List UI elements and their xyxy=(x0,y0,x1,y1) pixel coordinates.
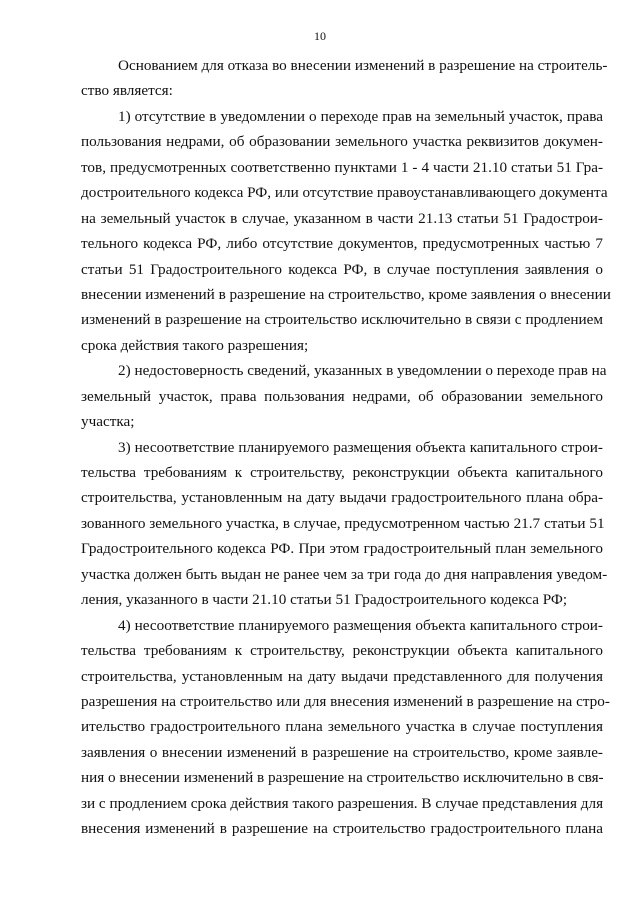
text-line: тов, предусмотренных соответственно пунктами 1 - 4 части 21.10 статьи 51 Гра- xyxy=(81,158,603,176)
text-line: разрешения на строительство или для внесения изменений в разрешение на стро- xyxy=(81,692,610,710)
text-line: пользования недрами, об образовании земельного участка реквизитов докумен- xyxy=(81,133,603,151)
text-line: 4) несоответствие планируемого размещения объекта капитального строи- xyxy=(118,616,603,634)
text-line: строительства, установленным на дату выдачи представленного для получения xyxy=(81,667,603,685)
text-line: зи с продлением срока действия такого разрешения. В случае представления для xyxy=(81,794,604,812)
paragraph-item-4 xyxy=(81,613,610,842)
paragraph-intro xyxy=(81,53,608,104)
text-line: 1) отсутствие в уведомлении о переходе прав на земельный участок, права xyxy=(118,107,603,125)
paragraph-item-3 xyxy=(81,435,608,613)
text-line: срока действия такого разрешения; xyxy=(81,336,309,354)
paragraph-item-2 xyxy=(81,358,607,434)
text-line: тельства требованиям к строительству, реконструкции объекта капитального xyxy=(81,464,603,481)
text-line: ительство градостроительного плана земельного участка в случае поступления xyxy=(81,718,603,736)
text-line: зованного земельного участка, в случае, предусмотренном частью 21.7 статьи 51 xyxy=(81,514,605,532)
text-line: участка должен быть выдан не ранее чем за три года до дня направления уведом- xyxy=(81,565,608,583)
text-line: 3) несоответствие планируемого размещения объекта капитального строи- xyxy=(118,438,603,456)
text-line: тельства требованиям к строительству, реконструкции объекта капитального xyxy=(81,642,603,660)
text-line: Основанием для отказа во внесении изменений в разрешение на строитель- xyxy=(118,57,608,74)
page-number: 10 xyxy=(314,29,326,43)
text-line: земельный участок, права пользования недрами, об образовании земельного xyxy=(81,387,603,405)
text-line: ство является: xyxy=(81,82,173,100)
text-line: внесении изменений в разрешение на строительство, кроме заявления о внесении xyxy=(81,285,611,303)
paragraph-item-1 xyxy=(81,104,611,358)
text-line: строительства, установленным на дату выдачи градостроительного плана обра- xyxy=(81,489,603,507)
text-line: ления, указанного в части 21.10 статьи 51 Градостроительного кодекса РФ; xyxy=(81,591,568,609)
document-body xyxy=(81,53,611,842)
text-line: 2) недостоверность сведений, указанных в уведомлении о переходе прав на xyxy=(118,362,607,380)
text-line: заявления о внесении изменений в разрешение на строительство, кроме заявле- xyxy=(81,743,603,761)
text-line: на земельный участок в случае, указанном в части 21.13 статьи 51 Градострои- xyxy=(81,209,603,227)
text-line: участка; xyxy=(81,413,135,431)
text-line: Градостроительного кодекса РФ. При этом градостроительный план земельного xyxy=(81,540,603,558)
text-line: внесения изменений в разрешение на строительство градостроительного плана xyxy=(81,820,603,838)
text-line: изменений в разрешение на строительство исключительно в связи с продлением xyxy=(81,311,603,329)
text-line: тельного кодекса РФ, либо отсутствие документов, предусмотренных частью 7 xyxy=(81,235,603,253)
text-line: ния о внесении изменений в разрешение на строительство исключительно в свя- xyxy=(81,769,604,787)
text-line: статьи 51 Градостроительного кодекса РФ, в случае поступления заявления о xyxy=(81,260,603,278)
text-line: достроительного кодекса РФ, или отсутствие правоустанавливающего документа xyxy=(81,184,608,202)
